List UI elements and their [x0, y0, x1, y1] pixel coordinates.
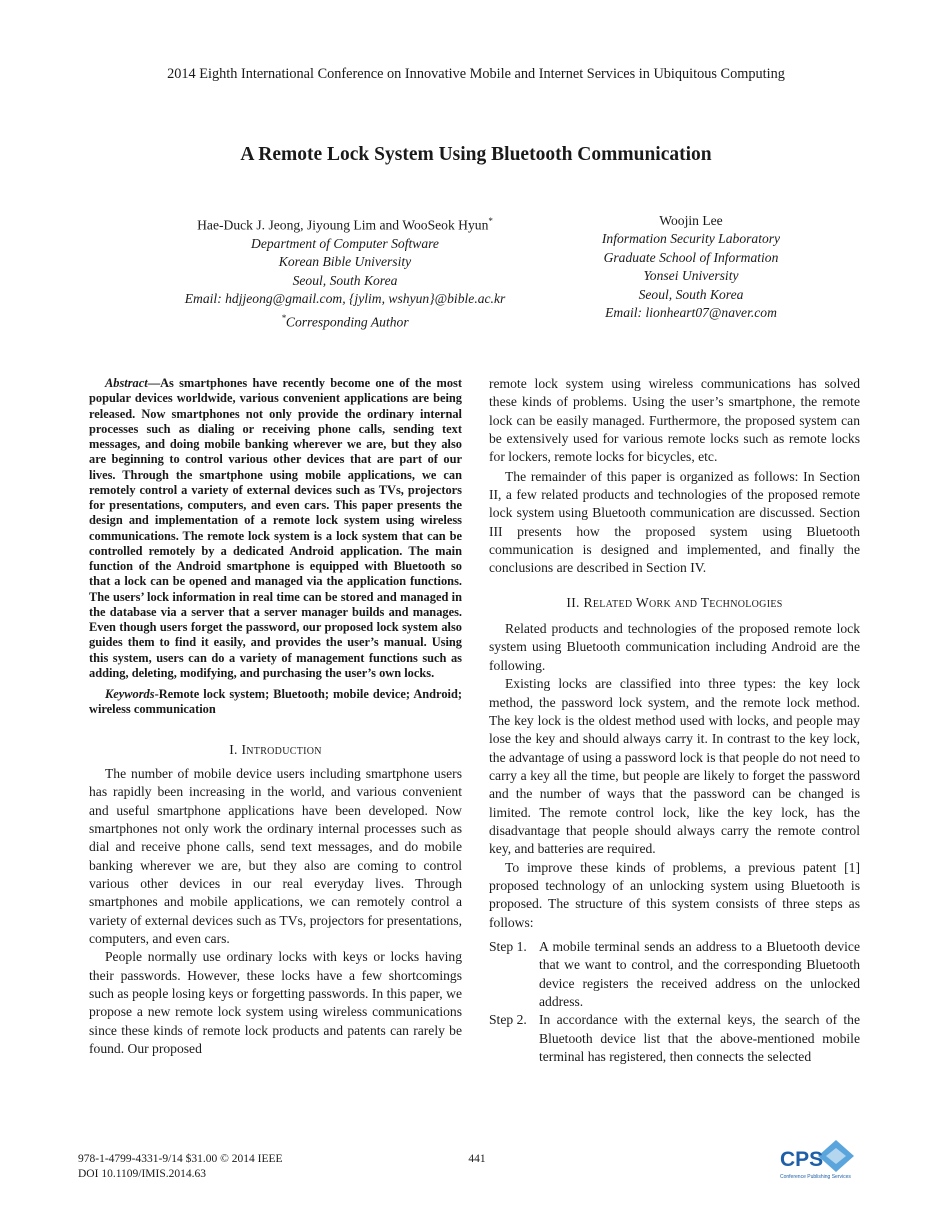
author-block-right — [570, 212, 812, 322]
right-column — [489, 375, 860, 1066]
author-email: Email: hdjjeong@gmail.com, {jylim, wshyun}@bible.ac.kr — [184, 291, 506, 307]
step-item — [489, 1011, 860, 1066]
footer-copyright — [78, 1152, 378, 1181]
logo-subtext: Conference Publishing Services — [780, 1174, 851, 1180]
abstract: Abstract—As smartphones have recently become one of the most popular devices worldwide, various convenient applications are being released. Now smartphones not only provide the ordinary internal processes such as dialing or receiving phone calls, sending text messages, and doing mobile banking wherever we are, but they also are beginning to control various other devices that are part of our lives. Through the smartphone using mobile applications, we can remotely control a variety of external devices such as TVs, projectors for presentations, computers, and even cars. This paper presents the design and implementation of a remote lock system using wireless communications. The remote lock system is a lock system that can be controlled remotely by a dedicated Android application. The main function of the Android smartphone is equipped with Bluetooth so that a lock can be opened and managed via the application functions. The users’ lock information in real time can be stored and managed in the database via a server that a server manager builds and manages. Even though users forget the password, our proposed lock system also guides them to find it easily, and provides the user’s manual. Using this system, users can do a variety of management functions such as adding, deleting, modifying, and purchasing the user’s own locks. — [89, 376, 462, 680]
conference-header: 2014 Eighth International Conference on Innovative Mobile and Internet Services in Ubiquitous Computing — [167, 66, 785, 82]
page-number: 441 — [468, 1153, 486, 1165]
related-paragraph-3: To improve these kinds of problems, a previous patent [1] proposed technology of an unlocking system using Bluetooth is proposed. The structure of this system consists of three steps as follows: — [489, 859, 860, 930]
author-name-right: Woojin Lee — [659, 213, 723, 228]
footer-doi: DOI 10.1109/IMIS.2014.63 — [78, 1167, 206, 1180]
keywords: Keywords-Remote lock system; Bluetooth; mobile device; Android; wireless communication — [89, 687, 462, 717]
related-paragraph-2: Existing locks are classified into three types: the key lock method, the password lock system, and the remote lock method. The key lock is the oldest method used with locks, and people may lose the key and should always carry it. In contrast to the key lock, the advantage of using a password lock is that people do not need to carry a key all the time, but people are likely to forget the password and the number of ways that the password can be changed is limited. The remote control lock, like the key lock, has the disadvantage that people should always carry the remote control key, and batteries are required. — [489, 676, 860, 857]
step-label: Step 1. — [489, 938, 527, 954]
step-text: A mobile terminal sends an address to a Bluetooth device that we want to control, and the corresponding Bluetooth device registers the received address on the unlocked address. — [539, 938, 860, 1009]
author-city: Seoul, South Korea — [292, 272, 398, 288]
cps-logo — [778, 1138, 860, 1186]
logo-text: CPS — [780, 1148, 824, 1171]
section-heading-related-work: II. Related Work and Technologies — [566, 594, 783, 610]
author-block-left — [110, 212, 580, 332]
left-column — [89, 376, 462, 1058]
author-names: Hae-Duck J. Jeong, Jiyoung Lim and WooSeok Hyun* — [197, 216, 493, 233]
intro-paragraph-continued: remote lock system using wireless communications has solved these kinds of problems. Using the user’s smartphone, the remote lock can be easily managed. Furthermore, the proposed system can be extensively used for various remote locks such as remote locks for lockers, remote locks for bicycles, etc. — [489, 376, 860, 465]
cps-logo-graphic — [778, 1138, 860, 1186]
step-item — [489, 938, 860, 1011]
author-lab: Information Security Laboratory — [601, 231, 781, 247]
step-text: In accordance with the external keys, the search of the Bluetooth device list that the above-mentioned mobile terminal has registered, then connects the selected — [539, 1012, 860, 1065]
step-label: Step 2. — [489, 1012, 527, 1028]
author-city-right: Seoul, South Korea — [638, 286, 744, 302]
related-paragraph-1: Related products and technologies of the proposed remote lock system using Bluetooth communication including Android are the following. — [489, 621, 860, 673]
author-school: Graduate School of Information — [603, 249, 779, 265]
intro-paragraph-2: People normally use ordinary locks with keys or locks having their passwords. However, these locks have a few shortcomings such as people losing keys or forgetting passwords. In this paper, we propose a new remote lock system using wireless communications since these kinds of remote lock products and patents can rarely be found. Our proposed — [89, 949, 462, 1056]
intro-paragraph-1: The number of mobile device users including smartphone users has rapidly been increasing in the world, and various convenient and useful smartphone applications have been developed. Now smartphones not only work the ordinary internal processes such as dial and receive phone calls, send text messages, and do mobile banking wherever we are, but they also are coming to control various other devices in our real everyday lives. Through smartphones and mobile applications, we can remotely control a variety of external devices such as TVs, projectors for presentations, computers, and even cars. — [89, 765, 462, 946]
author-email-right: Email: lionheart07@naver.com — [605, 305, 777, 321]
organization-paragraph: The remainder of this paper is organized as follows: In Section II, a few related products and technologies of the proposed remote lock system using Bluetooth communication are discussed. Section III presents how the proposed system using Bluetooth communication is designed and implemented, and finally the conclusions are described in Section IV. — [489, 468, 860, 576]
author-university: Korean Bible University — [278, 254, 412, 270]
section-heading-introduction: I. Introduction — [229, 741, 322, 757]
corresponding-author-note: *Corresponding Author — [281, 312, 409, 330]
paper-title: A Remote Lock System Using Bluetooth Communication — [240, 144, 712, 165]
author-university-right: Yonsei University — [643, 268, 739, 284]
footer-isbn: 978-1-4799-4331-9/14 $31.00 © 2014 IEEE — [78, 1153, 283, 1165]
author-department: Department of Computer Software — [251, 235, 439, 251]
